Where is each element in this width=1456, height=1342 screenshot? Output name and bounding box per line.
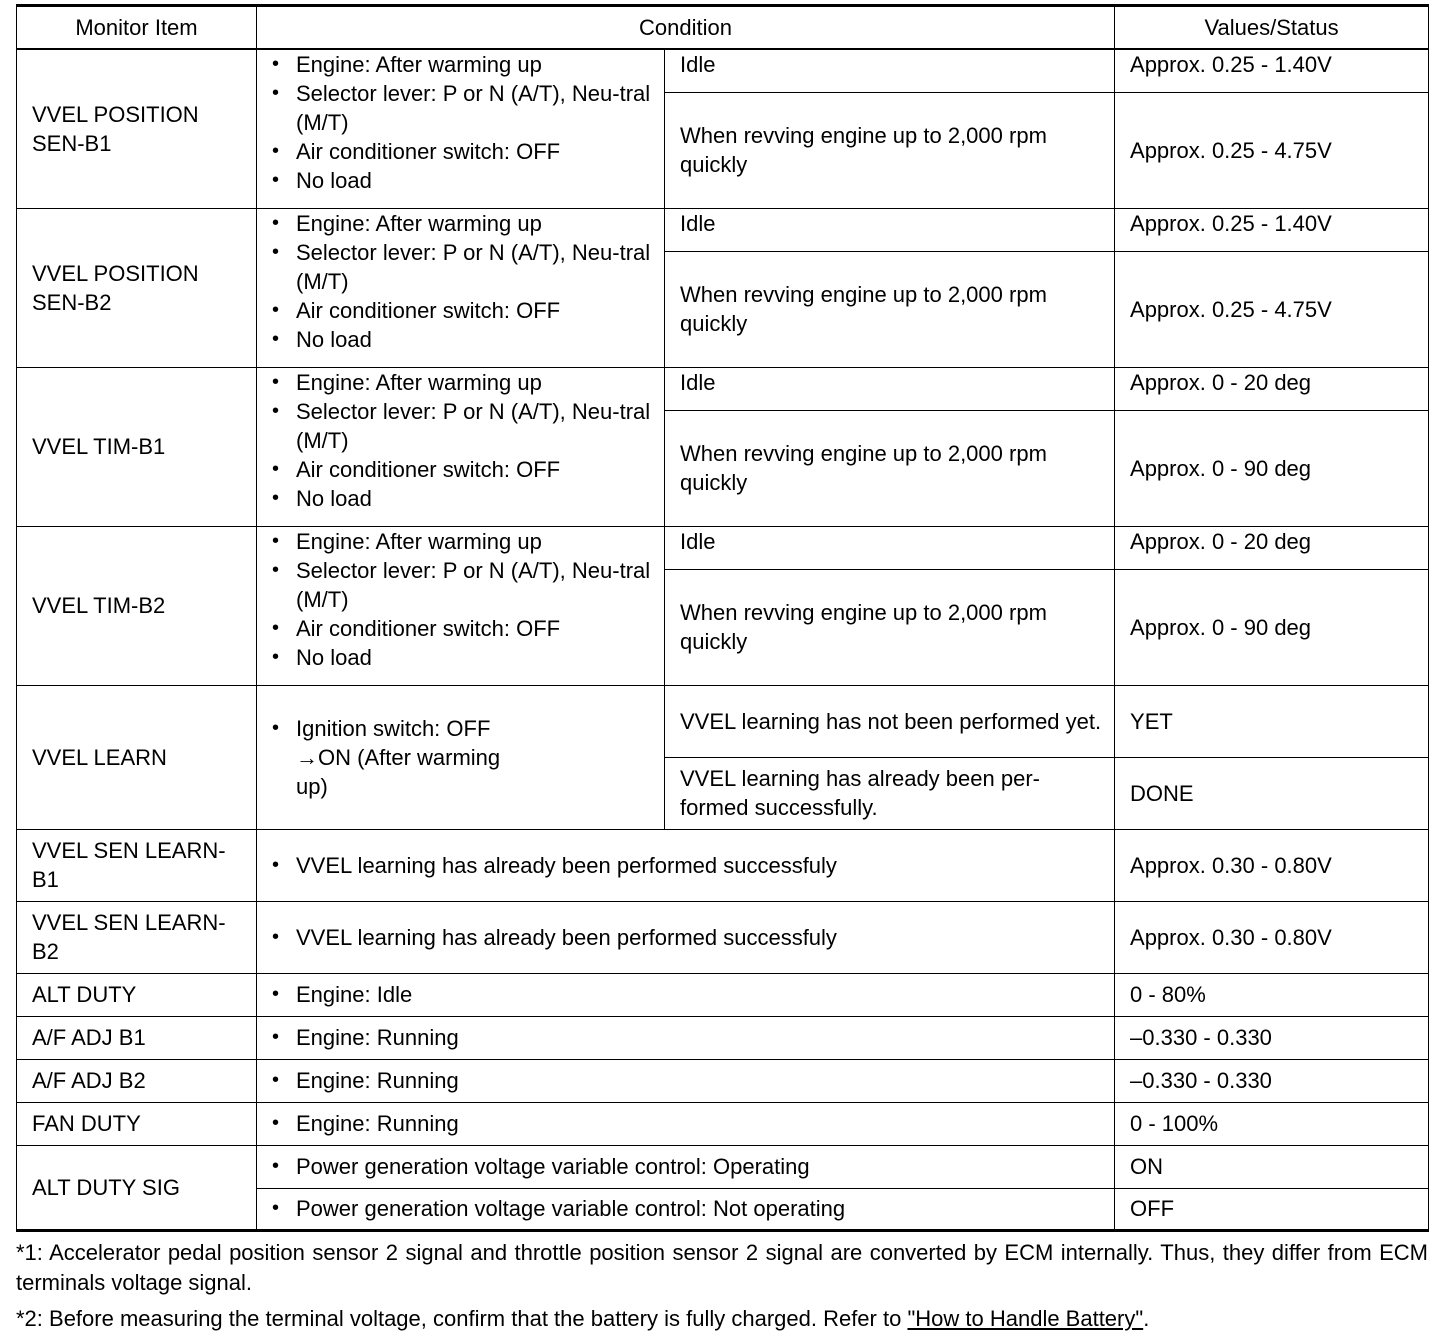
list-item: • Air conditioner switch: OFF — [271, 455, 656, 484]
monitor-item: VVEL POSITION SEN-B1 — [17, 49, 257, 208]
value-cell: Approx. 0 - 90 deg — [1115, 410, 1429, 526]
condition-list — [257, 1145, 1115, 1188]
monitor-item: ALT DUTY — [17, 973, 257, 1016]
sub-condition: Idle — [665, 49, 1115, 92]
list-item: • Air conditioner switch: OFF — [271, 614, 656, 643]
header-condition: Condition — [257, 6, 1115, 50]
list-item: • Engine: After warming up — [271, 209, 656, 238]
condition-list — [257, 1102, 1115, 1145]
how-to-handle-battery-link[interactable]: "How to Handle Battery" — [907, 1305, 1144, 1331]
condition-list — [257, 829, 1115, 901]
list-item: • No load — [271, 325, 656, 354]
monitor-table — [16, 4, 1429, 1232]
list-item: • Air conditioner switch: OFF — [271, 137, 656, 166]
list-item: • Air conditioner switch: OFF — [271, 296, 656, 325]
list-item: • No load — [271, 484, 656, 513]
value-cell: –0.330 - 0.330 — [1115, 1016, 1429, 1059]
footnotes — [16, 1238, 1428, 1334]
table-row — [17, 1102, 1429, 1145]
list-item: • VVEL learning has already been performed successfuly — [271, 923, 1106, 952]
condition-list — [257, 1188, 1115, 1230]
value-cell: Approx. 0.30 - 0.80V — [1115, 901, 1429, 973]
table-row — [17, 901, 1429, 973]
list-item: • Engine: After warming up — [271, 368, 656, 397]
table-row — [17, 526, 1429, 569]
condition-list — [257, 367, 665, 526]
value-cell: Approx. 0 - 20 deg — [1115, 526, 1429, 569]
monitor-item: VVEL TIM-B2 — [17, 526, 257, 685]
list-item: • VVEL learning has already been performed successfuly — [271, 851, 1106, 880]
footnote-2 — [16, 1304, 1428, 1334]
sub-condition: VVEL learning has already been per-formed successfully. — [665, 757, 1115, 829]
sub-condition: When revving engine up to 2,000 rpm quickly — [665, 251, 1115, 367]
monitor-item: FAN DUTY — [17, 1102, 257, 1145]
condition-list — [257, 526, 665, 685]
list-item: • Engine: Idle — [271, 980, 1106, 1009]
sub-condition: When revving engine up to 2,000 rpm quickly — [665, 569, 1115, 685]
condition-list — [257, 49, 665, 208]
monitor-item: VVEL SEN LEARN-B2 — [17, 901, 257, 973]
sub-condition: When revving engine up to 2,000 rpm quickly — [665, 92, 1115, 208]
list-item: • Power generation voltage variable control: Not operating — [271, 1194, 1106, 1223]
list-item: • Ignition switch: OFF →ON (After warming up) — [271, 714, 656, 801]
condition-list — [257, 973, 1115, 1016]
list-item: • Selector lever: P or N (A/T), Neu-tral (M/T) — [271, 238, 656, 296]
value-cell: Approx. 0 - 90 deg — [1115, 569, 1429, 685]
list-item: • Engine: After warming up — [271, 50, 656, 79]
list-item: • Engine: Running — [271, 1109, 1106, 1138]
sub-condition: When revving engine up to 2,000 rpm quickly — [665, 410, 1115, 526]
monitor-item: ALT DUTY SIG — [17, 1145, 257, 1230]
monitor-item: A/F ADJ B2 — [17, 1059, 257, 1102]
list-item: • Selector lever: P or N (A/T), Neu-tral (M/T) — [271, 79, 656, 137]
value-cell: –0.330 - 0.330 — [1115, 1059, 1429, 1102]
value-cell: Approx. 0.25 - 4.75V — [1115, 92, 1429, 208]
footnote-2-end: . — [1143, 1305, 1150, 1331]
sub-condition: VVEL learning has not been performed yet. — [665, 685, 1115, 757]
condition-list — [257, 685, 665, 829]
list-item: • Engine: After warming up — [271, 527, 656, 556]
value-cell: Approx. 0.30 - 0.80V — [1115, 829, 1429, 901]
table-row — [17, 685, 1429, 757]
table-row — [17, 973, 1429, 1016]
sub-condition: Idle — [665, 208, 1115, 251]
list-item: • Selector lever: P or N (A/T), Neu-tral (M/T) — [271, 397, 656, 455]
table-row — [17, 1059, 1429, 1102]
value-cell: OFF — [1115, 1188, 1429, 1230]
value-cell: ON — [1115, 1145, 1429, 1188]
footnote-2-text: *2: Before measuring the terminal voltage, confirm that the battery is fully charged. Refer to — [16, 1305, 908, 1331]
value-cell: Approx. 0.25 - 1.40V — [1115, 49, 1429, 92]
value-cell: Approx. 0.25 - 1.40V — [1115, 208, 1429, 251]
list-item: • Power generation voltage variable control: Operating — [271, 1152, 1106, 1181]
list-item: • Engine: Running — [271, 1023, 1106, 1052]
condition-list — [257, 901, 1115, 973]
value-cell: 0 - 80% — [1115, 973, 1429, 1016]
value-cell: Approx. 0.25 - 4.75V — [1115, 251, 1429, 367]
table-row — [17, 208, 1429, 251]
table-row — [17, 49, 1429, 92]
monitor-item: VVEL TIM-B1 — [17, 367, 257, 526]
header-monitor-item: Monitor Item — [17, 6, 257, 50]
value-cell: YET — [1115, 685, 1429, 757]
condition-list — [257, 208, 665, 367]
condition-list — [257, 1016, 1115, 1059]
list-item: • Selector lever: P or N (A/T), Neu-tral (M/T) — [271, 556, 656, 614]
table-row — [17, 1016, 1429, 1059]
monitor-item: A/F ADJ B1 — [17, 1016, 257, 1059]
header-values-status: Values/Status — [1115, 6, 1429, 50]
list-item: • No load — [271, 166, 656, 195]
table-header-row — [17, 6, 1429, 50]
monitor-item: VVEL SEN LEARN-B1 — [17, 829, 257, 901]
table-row — [17, 1145, 1429, 1188]
monitor-item: VVEL POSITION SEN-B2 — [17, 208, 257, 367]
table-row — [17, 829, 1429, 901]
value-cell: Approx. 0 - 20 deg — [1115, 367, 1429, 410]
value-cell: 0 - 100% — [1115, 1102, 1429, 1145]
footnote-1: *1: Accelerator pedal position sensor 2 signal and throttle position sensor 2 signal are converted by ECM internally. Thus, they differ from ECM terminals voltage signal. — [16, 1239, 1428, 1295]
sub-condition: Idle — [665, 526, 1115, 569]
sub-condition: Idle — [665, 367, 1115, 410]
document — [16, 4, 1428, 1340]
list-item: • No load — [271, 643, 656, 672]
monitor-item: VVEL LEARN — [17, 685, 257, 829]
condition-list — [257, 1059, 1115, 1102]
list-item: • Engine: Running — [271, 1066, 1106, 1095]
value-cell: DONE — [1115, 757, 1429, 829]
table-row — [17, 367, 1429, 410]
